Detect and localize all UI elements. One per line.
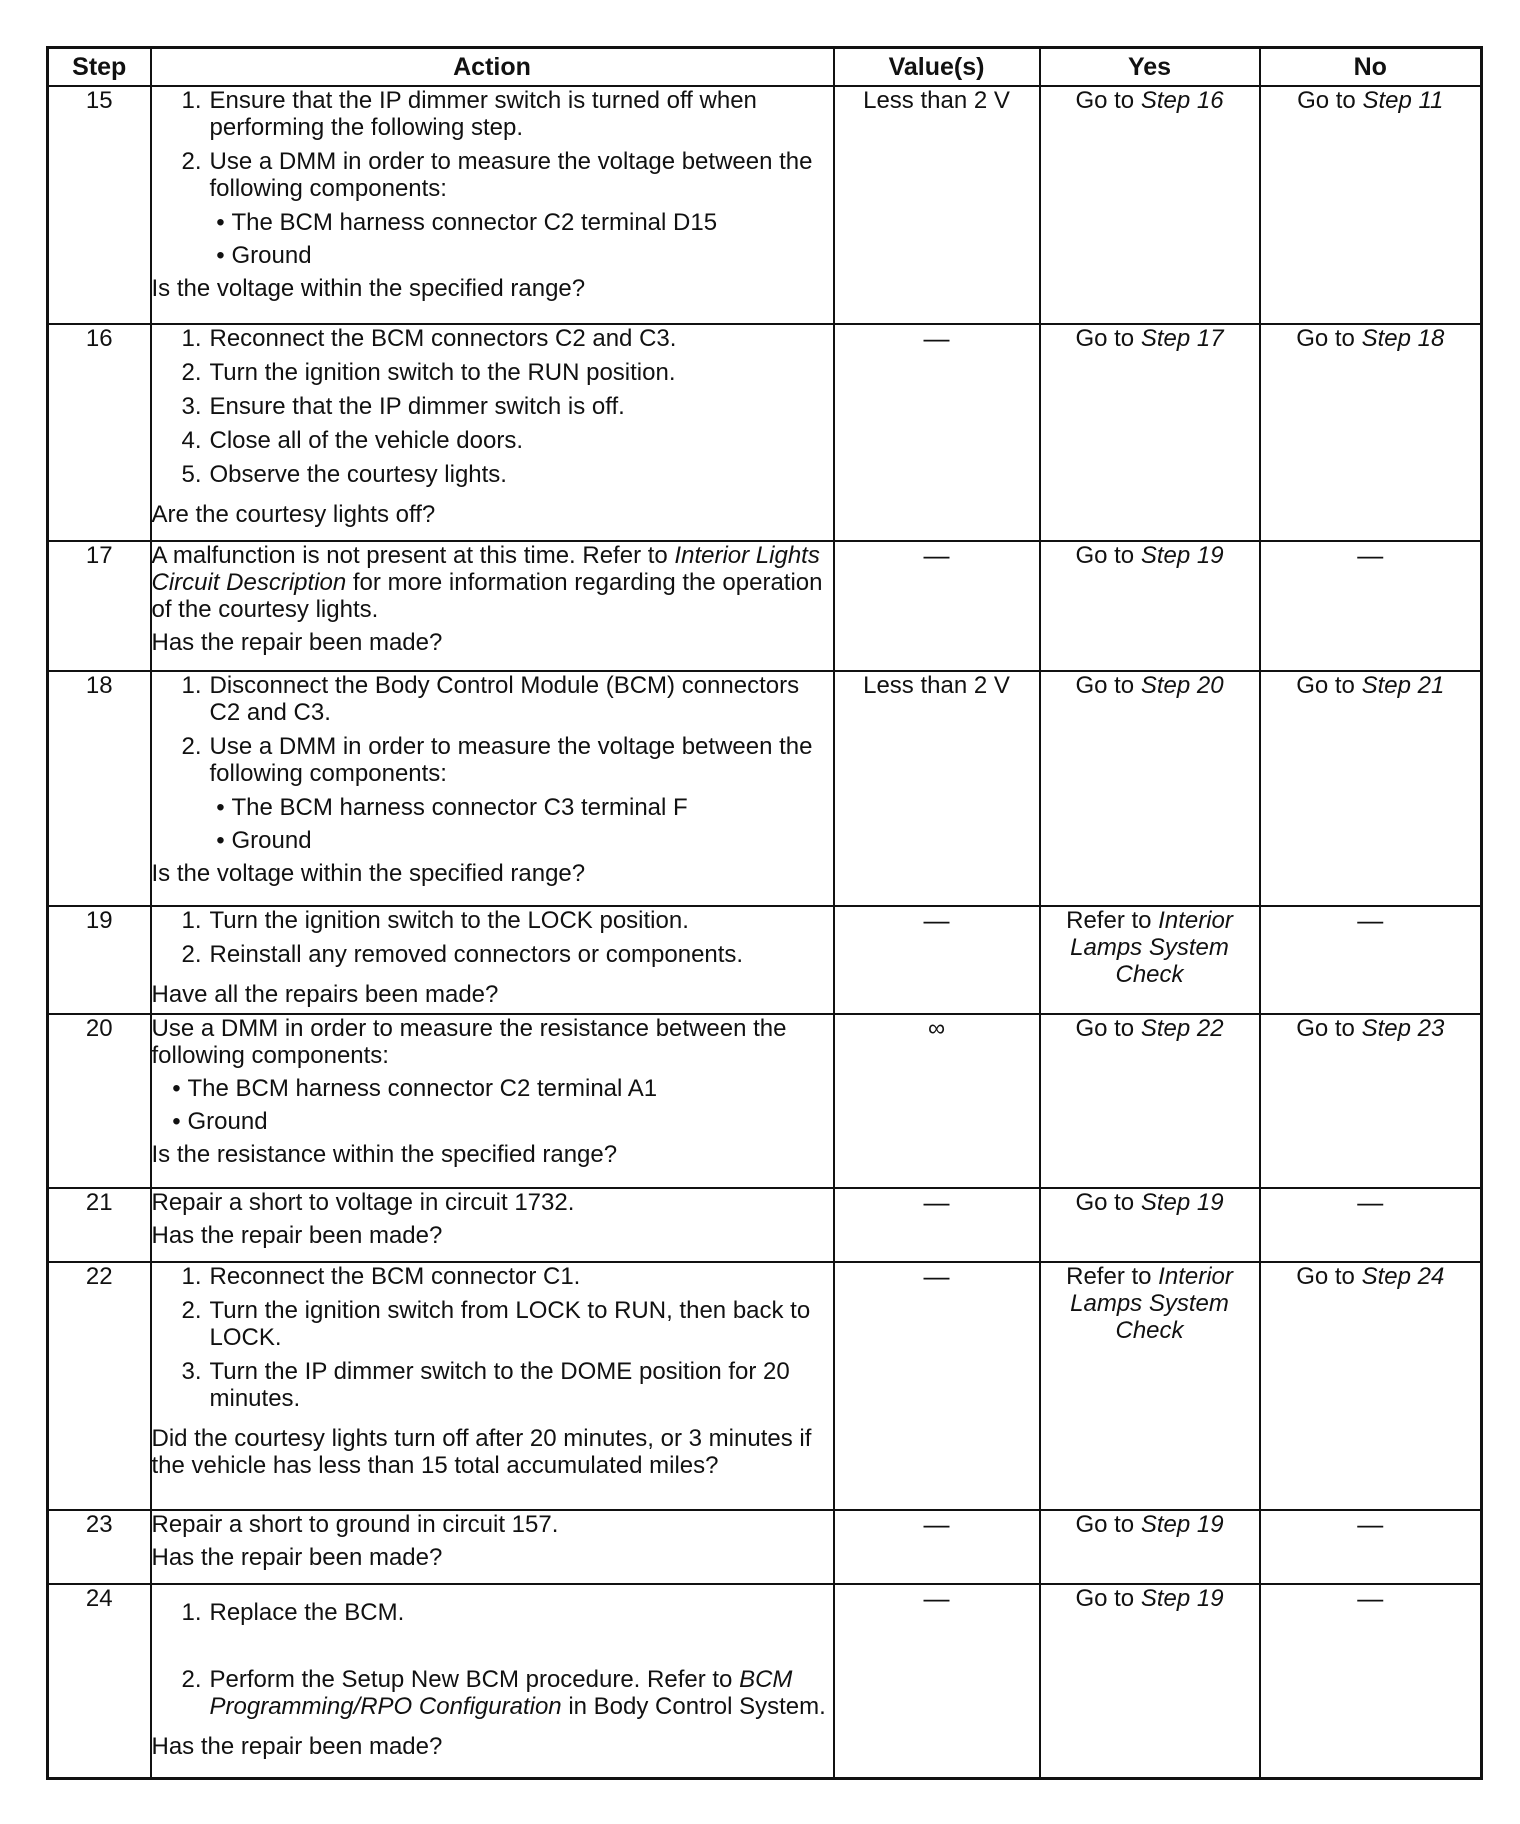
- no-cell: Go to Step 23: [1260, 1014, 1482, 1188]
- list-item: 2. Turn the ignition switch from LOCK to RUN, then back to LOCK.: [181, 1297, 811, 1351]
- table-row: [48, 86, 1482, 324]
- step-number: 19: [48, 906, 151, 1014]
- yes-cell: Go to Step 16: [1040, 86, 1260, 324]
- reference-link[interactable]: BCM Programming/RPO Configuration: [209, 1666, 793, 1720]
- yes-link[interactable]: Interior Lamps System Check: [1070, 1263, 1233, 1344]
- header-values: Value(s): [834, 48, 1040, 87]
- no-cell: —: [1260, 1188, 1482, 1262]
- table-row: [48, 324, 1482, 541]
- value-cell: Less than 2 V: [834, 671, 1040, 906]
- no-cell: —: [1260, 1510, 1482, 1584]
- value-cell: ∞: [834, 1014, 1040, 1188]
- bullet-list: [166, 1075, 833, 1135]
- list-item: 1. Turn the ignition switch to the LOCK position.: [181, 907, 689, 934]
- yes-link[interactable]: Interior Lamps System Check: [1070, 907, 1233, 988]
- action-cell: [151, 1262, 834, 1510]
- no-cell: Go to Step 21: [1260, 671, 1482, 906]
- diagnostic-table: [46, 46, 1483, 1780]
- table-row: [48, 1584, 1482, 1778]
- table-row: [48, 671, 1482, 906]
- no-cell: Go to Step 18: [1260, 324, 1482, 541]
- action-cell: [151, 671, 834, 906]
- value-cell: —: [834, 541, 1040, 671]
- bullet-item: • The BCM harness connector C3 terminal F: [216, 794, 688, 821]
- table-row: [48, 1188, 1482, 1262]
- action-cell: [151, 541, 834, 671]
- yes-link[interactable]: Step 20: [1140, 672, 1224, 699]
- no-cell: —: [1260, 906, 1482, 1014]
- list-item: 3. Ensure that the IP dimmer switch is off.: [181, 393, 625, 420]
- bullet-item: • Ground: [216, 827, 312, 854]
- action-paragraph: Use a DMM in order to measure the resistance between the following components:: [151, 1015, 787, 1069]
- numbered-list: [152, 87, 833, 202]
- list-item: 2. Use a DMM in order to measure the voltage between the following components:: [181, 148, 813, 202]
- list-item: 1. Reconnect the BCM connector C1.: [181, 1263, 581, 1290]
- step-number: 21: [48, 1188, 151, 1262]
- yes-cell: Go to Step 22: [1040, 1014, 1260, 1188]
- step-number: 18: [48, 671, 151, 906]
- bullet-item: • Ground: [172, 1108, 268, 1135]
- header-row: [48, 48, 1482, 87]
- step-number: 17: [48, 541, 151, 671]
- no-link[interactable]: Step 18: [1361, 325, 1445, 352]
- yes-link[interactable]: Step 19: [1140, 542, 1224, 569]
- value-cell: —: [834, 906, 1040, 1014]
- bullet-list: [210, 209, 833, 269]
- header-action: Action: [151, 48, 834, 87]
- step-number: 15: [48, 86, 151, 324]
- yes-cell: Go to Step 19: [1040, 541, 1260, 671]
- action-paragraph: A malfunction is not present at this time. Refer to Interior Lights Circuit Description for more information regarding the operation of the courtesy lights.: [151, 542, 823, 623]
- yes-link[interactable]: Step 19: [1140, 1511, 1224, 1538]
- no-link[interactable]: Step 23: [1361, 1015, 1445, 1042]
- table-row: [48, 1510, 1482, 1584]
- list-item: 4. Close all of the vehicle doors.: [181, 427, 523, 454]
- header-step: Step: [48, 48, 151, 87]
- list-item: 2. Reinstall any removed connectors or components.: [181, 941, 744, 968]
- action-cell: [151, 1014, 834, 1188]
- bullet-item: • The BCM harness connector C2 terminal D15: [216, 209, 718, 236]
- reference-link[interactable]: Interior Lights Circuit Description: [151, 542, 820, 596]
- numbered-list: [152, 325, 833, 495]
- value-cell: —: [834, 1510, 1040, 1584]
- action-cell: [151, 1510, 834, 1584]
- list-item: 1. Ensure that the IP dimmer switch is turned off when performing the following step.: [181, 87, 757, 141]
- question-text: Has the repair been made?: [151, 1222, 443, 1249]
- list-item: 2. Turn the ignition switch to the RUN position.: [181, 359, 676, 386]
- value-cell: —: [834, 1188, 1040, 1262]
- no-cell: —: [1260, 541, 1482, 671]
- yes-link[interactable]: Step 19: [1140, 1585, 1224, 1612]
- step-number: 22: [48, 1262, 151, 1510]
- list-item: 1. Replace the BCM.: [181, 1599, 405, 1626]
- yes-cell: Go to Step 17: [1040, 324, 1260, 541]
- action-cell: [151, 1188, 834, 1262]
- no-link[interactable]: Step 24: [1361, 1263, 1445, 1290]
- yes-link[interactable]: Step 19: [1140, 1189, 1224, 1216]
- action-paragraph: Repair a short to ground in circuit 157.: [151, 1511, 559, 1538]
- action-paragraph: Repair a short to voltage in circuit 1732.: [151, 1189, 575, 1216]
- table-row: [48, 1014, 1482, 1188]
- list-item: 1. Disconnect the Body Control Module (BCM) connectors C2 and C3.: [181, 672, 800, 726]
- table-row: [48, 906, 1482, 1014]
- step-number: 23: [48, 1510, 151, 1584]
- no-link[interactable]: Step 11: [1362, 87, 1444, 114]
- no-link[interactable]: Step 21: [1361, 672, 1445, 699]
- list-spacer: [152, 1633, 833, 1659]
- step-number: 16: [48, 324, 151, 541]
- yes-cell: Refer to Interior Lamps System Check: [1040, 906, 1260, 1014]
- header-yes: Yes: [1040, 48, 1260, 87]
- numbered-list: [152, 1599, 833, 1720]
- numbered-list: [152, 907, 833, 975]
- question-text: Is the voltage within the specified range?: [151, 275, 586, 302]
- question-text: Have all the repairs been made?: [151, 981, 499, 1008]
- value-cell: —: [834, 1584, 1040, 1778]
- question-text: Are the courtesy lights off?: [151, 501, 436, 528]
- yes-cell: Go to Step 19: [1040, 1584, 1260, 1778]
- list-item: 2. Perform the Setup New BCM procedure. Refer to BCM Programming/RPO Configuration in Body Control System.: [181, 1666, 826, 1720]
- table-row: [48, 541, 1482, 671]
- yes-link[interactable]: Step 17: [1140, 325, 1224, 352]
- question-text: Is the voltage within the specified range?: [151, 860, 586, 887]
- numbered-list: [152, 1263, 833, 1419]
- list-item: 3. Turn the IP dimmer switch to the DOME position for 20 minutes.: [181, 1358, 790, 1412]
- action-cell: [151, 86, 834, 324]
- question-text: Has the repair been made?: [151, 1733, 443, 1760]
- value-cell: —: [834, 1262, 1040, 1510]
- list-item: 5. Observe the courtesy lights.: [181, 461, 507, 488]
- step-number: 20: [48, 1014, 151, 1188]
- yes-link[interactable]: Step 16: [1140, 87, 1224, 114]
- table-row: [48, 1262, 1482, 1510]
- list-item: 2. Use a DMM in order to measure the voltage between the following components:: [181, 733, 813, 787]
- step-number: 24: [48, 1584, 151, 1778]
- value-cell: —: [834, 324, 1040, 541]
- action-cell: [151, 324, 834, 541]
- bullet-list: [210, 794, 833, 854]
- bullet-item: • Ground: [216, 242, 312, 269]
- question-text: Did the courtesy lights turn off after 20 minutes, or 3 minutes if the vehicle has less than 15 total accumulated miles?: [151, 1425, 812, 1479]
- numbered-list: [152, 672, 833, 787]
- action-cell: [151, 1584, 834, 1778]
- bullet-item: • The BCM harness connector C2 terminal A1: [172, 1075, 658, 1102]
- no-cell: —: [1260, 1584, 1482, 1778]
- yes-cell: Go to Step 20: [1040, 671, 1260, 906]
- question-text: Has the repair been made?: [151, 629, 443, 656]
- yes-cell: Go to Step 19: [1040, 1510, 1260, 1584]
- no-cell: Go to Step 11: [1260, 86, 1482, 324]
- question-text: Has the repair been made?: [151, 1544, 443, 1571]
- question-text: Is the resistance within the specified range?: [151, 1141, 618, 1168]
- value-cell: Less than 2 V: [834, 86, 1040, 324]
- yes-link[interactable]: Step 22: [1140, 1015, 1224, 1042]
- yes-cell: Go to Step 19: [1040, 1188, 1260, 1262]
- action-cell: [151, 906, 834, 1014]
- list-item: 1. Reconnect the BCM connectors C2 and C3.: [181, 325, 677, 352]
- yes-cell: Refer to Interior Lamps System Check: [1040, 1262, 1260, 1510]
- no-cell: Go to Step 24: [1260, 1262, 1482, 1510]
- header-no: No: [1260, 48, 1482, 87]
